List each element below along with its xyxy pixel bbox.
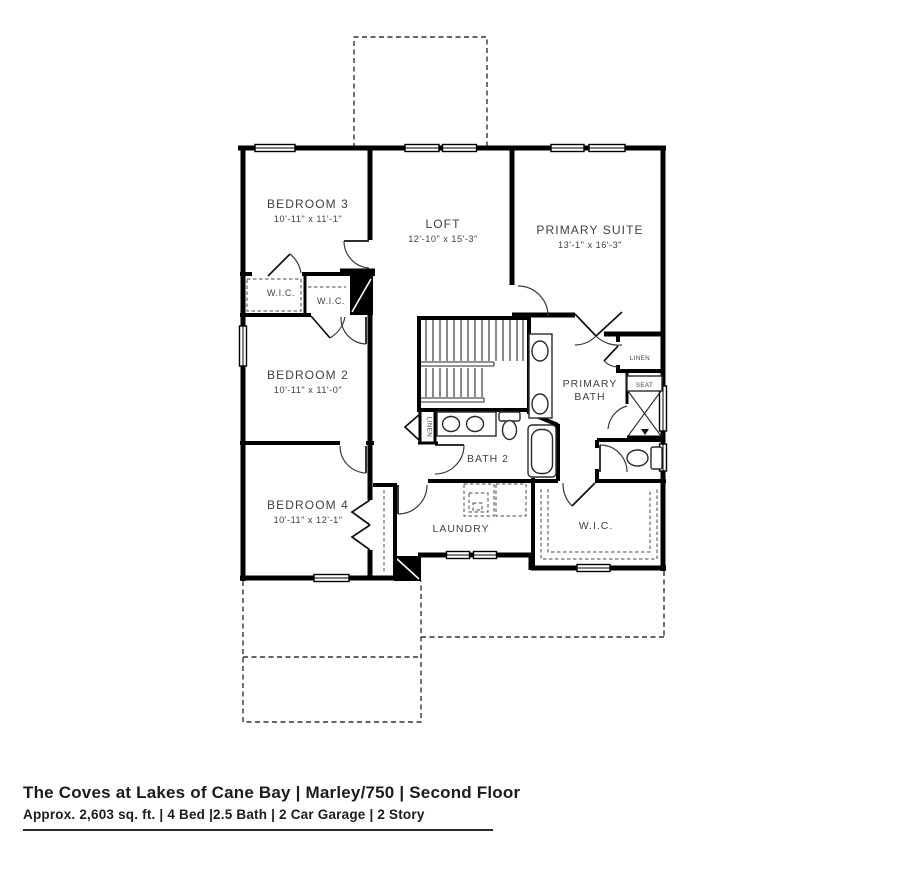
bedroom3-dims: 10'-11" x 11'-1" — [273, 214, 343, 224]
bedroom3-label: BEDROOM 3 — [267, 197, 349, 211]
wic-primary-door — [563, 483, 595, 506]
primary-vanity — [529, 334, 552, 418]
water-closet-toilet — [627, 447, 662, 469]
laundry-door — [398, 485, 427, 514]
plan-subtitle: Approx. 2,603 sq. ft. | 4 Bed |2.5 Bath | 2 Car Garage | 2 Story — [23, 807, 425, 822]
shower-seat-label: SEAT — [635, 382, 654, 389]
plan-title: The Coves at Lakes of Cane Bay | Marley/750 | Second Floor — [23, 783, 521, 802]
primary-suite-label: PRIMARY SUITE — [536, 223, 644, 237]
bedroom2-dims: 10'-11" x 11'-0" — [273, 385, 343, 395]
primary-suite-dims: 13'-1" x 16'-3" — [557, 240, 623, 250]
wic-bedroom3-label: W.I.C. — [266, 288, 296, 298]
hall-linen-door — [405, 414, 420, 441]
linen-primary-label: LINEN — [629, 355, 651, 362]
primary-suite-door — [518, 286, 548, 316]
wic-bedroom3-door — [268, 254, 301, 276]
bedroom4-dims: 10'-11" x 12'-1" — [273, 515, 343, 525]
wic-bedroom2-door — [311, 316, 345, 338]
linen-primary-door — [604, 346, 618, 367]
linen-hall-label: LINEN — [425, 416, 433, 438]
water-closet-door — [600, 445, 627, 472]
wic-primary-label: W.I.C. — [578, 520, 614, 532]
loft-dims: 12'-10" x 15'-3" — [408, 234, 478, 244]
laundry-label: LAUNDRY — [432, 523, 490, 535]
wic-bedroom2-label: W.I.C. — [316, 296, 346, 306]
interior-walls — [240, 148, 666, 578]
primary-bath-doors — [575, 312, 622, 345]
bath2-door — [435, 445, 464, 474]
washer-dryer — [464, 484, 526, 516]
bath2-toilet — [499, 412, 520, 440]
bedroom4-label: BEDROOM 4 — [267, 498, 349, 512]
bedroom3-door — [344, 241, 369, 268]
stairs — [421, 320, 523, 402]
fixtures — [437, 334, 662, 516]
bedroom4-door — [340, 446, 366, 473]
bedroom4-closet-doors — [352, 500, 370, 550]
bath2-label: BATH 2 — [467, 453, 509, 465]
caption-divider — [23, 829, 493, 831]
bath2-vanity — [437, 412, 496, 436]
loft-label: LOFT — [425, 217, 461, 231]
primary-bath-label-1: PRIMARY — [562, 378, 618, 390]
shower-door — [608, 406, 627, 429]
bedroom2-door — [341, 317, 366, 344]
bath2-tub — [528, 425, 556, 477]
plan-caption — [23, 783, 520, 822]
bedroom2-label: BEDROOM 2 — [267, 368, 349, 382]
primary-bath-label-2: BATH — [574, 391, 606, 403]
